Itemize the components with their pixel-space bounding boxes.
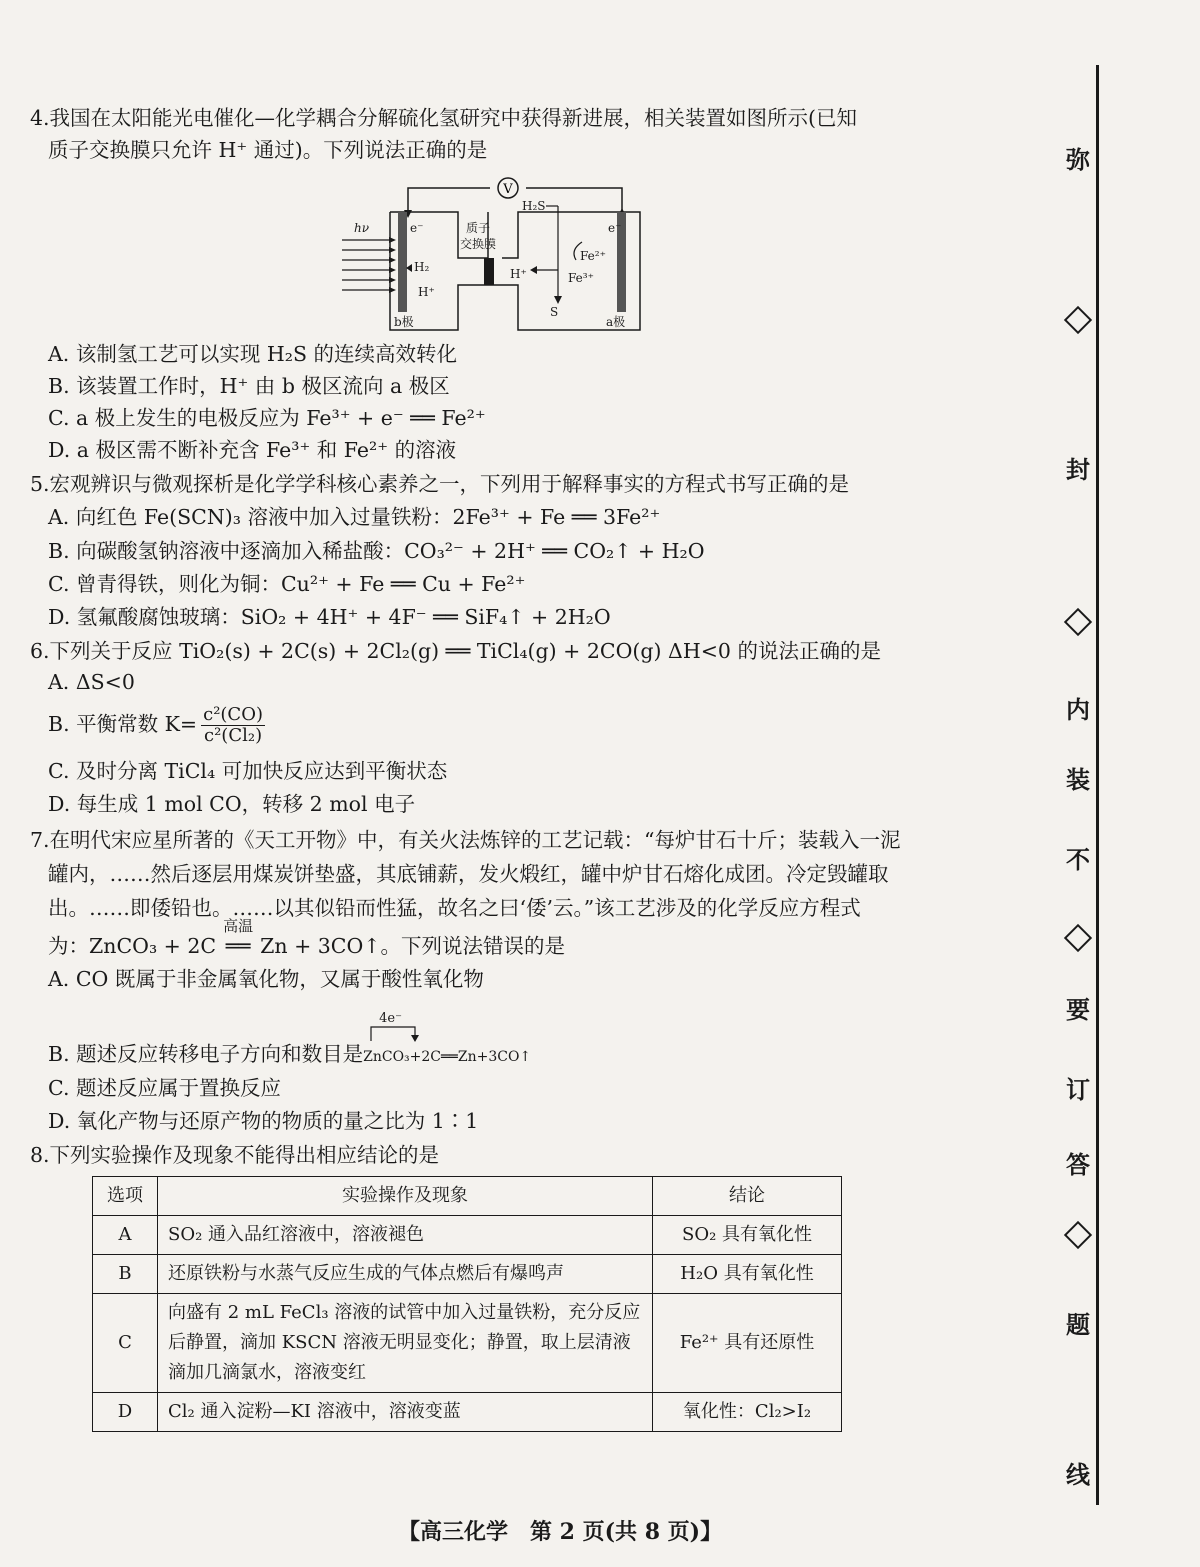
q7-option-b-prefix: B. 题述反应转移电子方向和数目是 (48, 1042, 364, 1066)
row-conclusion: SO₂ 具有氧化性 (653, 1216, 842, 1255)
electrode-a-label: a极 (606, 315, 626, 329)
diamond-icon (1064, 608, 1092, 636)
binding-char: 装 (1066, 765, 1090, 794)
row-operation: Cl₂ 通入淀粉—KI 溶液中，溶液变蓝 (158, 1393, 653, 1432)
q4-stem-line1: 4.我国在太阳能光电催化—化学耦合分解硫化氢研究中获得新进展，相关装置如图所示(已知 (30, 106, 858, 130)
binding-char: 要 (1066, 995, 1090, 1024)
q6-option-a: A. ΔS<0 (48, 670, 135, 694)
diamond-icon (1064, 924, 1092, 952)
row-operation: 向盛有 2 mL FeCl₃ 溶液的试管中加入过量铁粉，充分反应后静置，滴加 KSCN 溶液无明显变化；静置，取上层清液滴加几滴氯水，溶液变红 (158, 1294, 653, 1393)
voltmeter-label: V (503, 182, 513, 197)
q6-stem: 6.下列关于反应 TiO₂(s) + 2C(s) + 2Cl₂(g) ══ TiCl₄(g) + 2CO(g) ΔH<0 的说法正确的是 (30, 639, 881, 663)
row-option: D (93, 1393, 158, 1432)
row-conclusion: H₂O 具有氧化性 (653, 1255, 842, 1294)
q7-stem-line3: 出。……即倭铅也。……以其似铅而性猛，故名之曰‘倭’云。”该工艺涉及的化学反应方程式 (48, 896, 861, 920)
h2s-label: H₂S (522, 199, 546, 213)
electrode-b-label: b极 (394, 315, 414, 329)
electron-left-label: e⁻ (410, 221, 424, 235)
fe3-label: Fe³⁺ (568, 271, 594, 285)
q5-option-a: A. 向红色 Fe(SCN)₃ 溶液中加入过量铁粉：2Fe³⁺ + Fe ══ 3Fe²⁺ (48, 505, 661, 529)
row-option: A (93, 1216, 158, 1255)
diamond-icon (1064, 1221, 1092, 1249)
hplus-mid-label: H⁺ (510, 267, 527, 281)
binding-char: 封 (1066, 455, 1090, 484)
row-operation: SO₂ 通入品红溶液中，溶液褪色 (158, 1216, 653, 1255)
q4-stem-line2: 质子交换膜只允许 H⁺ 通过)。下列说法正确的是 (48, 138, 488, 162)
binding-char: 答 (1066, 1150, 1090, 1179)
q5-option-d: D. 氢氟酸腐蚀玻璃：SiO₂ + 4H⁺ + 4F⁻ ══ SiF₄↑ + 2H₂O (48, 605, 611, 629)
header-conclusion: 结论 (653, 1177, 842, 1216)
q4-option-b: B. 该装置工作时，H⁺ 由 b 极区流向 a 极区 (48, 374, 450, 398)
table-row (93, 1216, 842, 1255)
q4-option-c: C. a 极上发生的电极反应为 Fe³⁺ + e⁻ ══ Fe²⁺ (48, 406, 486, 430)
row-conclusion: Fe²⁺ 具有还原性 (653, 1294, 842, 1393)
page-footer: 【高三化学 第 2 页(共 8 页)】 (398, 1519, 723, 1545)
binding-char: 订 (1066, 1075, 1090, 1104)
reaction-condition: 高温 (223, 917, 254, 935)
q4-option-a: A. 该制氢工艺可以实现 H₂S 的连续高效转化 (48, 342, 458, 366)
q8-stem: 8.下列实验操作及现象不能得出相应结论的是 (30, 1143, 440, 1167)
fraction-numerator: c²(CO) (203, 704, 263, 725)
q5-option-b: B. 向碳酸氢钠溶液中逐滴加入稀盐酸：CO₃²⁻ + 2H⁺ ══ CO₂↑ + H₂O (48, 539, 705, 563)
q7-stem-line4 (48, 917, 565, 960)
fraction-denominator: c²(Cl₂) (204, 725, 263, 746)
table-row (93, 1294, 842, 1393)
binding-char: 线 (1066, 1460, 1090, 1489)
fe2-label: Fe²⁺ (580, 249, 606, 263)
q6-option-d: D. 每生成 1 mol CO，转移 2 mol 电子 (48, 792, 416, 816)
hv-label: hν (354, 221, 370, 235)
binding-char: 不 (1066, 845, 1090, 874)
q4-option-d: D. a 极区需不断补充含 Fe³⁺ 和 Fe²⁺ 的溶液 (48, 438, 457, 462)
electron-transfer-text: ZnCO₃+2C══Zn+3CO↑ (363, 1049, 532, 1065)
reaction-condition-arrow: 高温 ══ (216, 932, 260, 960)
q6-option-c: C. 及时分离 TiCl₄ 可加快反应达到平衡状态 (48, 759, 448, 783)
sulfur-label: S (550, 305, 559, 319)
diamond-icon (1064, 306, 1092, 334)
row-conclusion: 氧化性：Cl₂>I₂ (653, 1393, 842, 1432)
table-row (93, 1393, 842, 1432)
q8-table (92, 1176, 842, 1432)
row-option: C (93, 1294, 158, 1393)
row-option: B (93, 1255, 158, 1294)
q7-option-d: D. 氧化产物与还原产物的物质的量之比为 1∶1 (48, 1109, 479, 1133)
header-operation: 实验操作及现象 (158, 1177, 653, 1216)
q6-option-b (48, 705, 265, 746)
electron-transfer-equation (363, 1011, 532, 1071)
hplus-left-label: H⁺ (418, 285, 435, 299)
equilibrium-constant-fraction (201, 705, 265, 746)
q7-option-a: A. CO 既属于非金属氧化物，又属于酸性氧化物 (48, 967, 484, 991)
binding-line (1096, 65, 1099, 1505)
q7-option-c: C. 题述反应属于置换反应 (48, 1076, 281, 1100)
electron-right-label: e⁻ (608, 221, 622, 235)
q5-option-c: C. 曾青得铁，则化为铜：Cu²⁺ + Fe ══ Cu + Fe²⁺ (48, 572, 526, 596)
electron-count-label: 4e⁻ (379, 1011, 402, 1026)
electrolysis-diagram (340, 170, 650, 335)
binding-char: 弥 (1066, 145, 1090, 174)
table-header-row (93, 1177, 842, 1216)
membrane-label-1: 质子 (466, 221, 491, 235)
table-row (93, 1255, 842, 1294)
q6-option-b-prefix: B. 平衡常数 K= (48, 712, 198, 736)
q7-equation-reactants: 为：ZnCO₃ + 2C (48, 934, 217, 958)
q7-option-b (48, 1011, 532, 1071)
q7-stem-line1: 7.在明代宋应星所著的《天工开物》中，有关火法炼锌的工艺记载：“每炉甘石十斤；装载入一泥 (30, 828, 901, 852)
binding-char: 题 (1066, 1310, 1090, 1339)
q7-equation-products: Zn + 3CO↑。下列说法错误的是 (260, 934, 565, 958)
header-option: 选项 (93, 1177, 158, 1216)
binding-char: 内 (1066, 695, 1090, 724)
q7-stem-line2: 罐内，……然后逐层用煤炭饼垫盛，其底铺薪，发火煅红，罐中炉甘石熔化成团。冷定毁罐取 (48, 862, 889, 886)
h2-label: H₂ (414, 260, 430, 274)
q5-stem: 5.宏观辨识与微观探析是化学学科核心素养之一，下列用于解释事实的方程式书写正确的是 (30, 472, 850, 496)
membrane-label-2: 交换膜 (460, 237, 497, 251)
row-operation: 还原铁粉与水蒸气反应生成的气体点燃后有爆鸣声 (158, 1255, 653, 1294)
